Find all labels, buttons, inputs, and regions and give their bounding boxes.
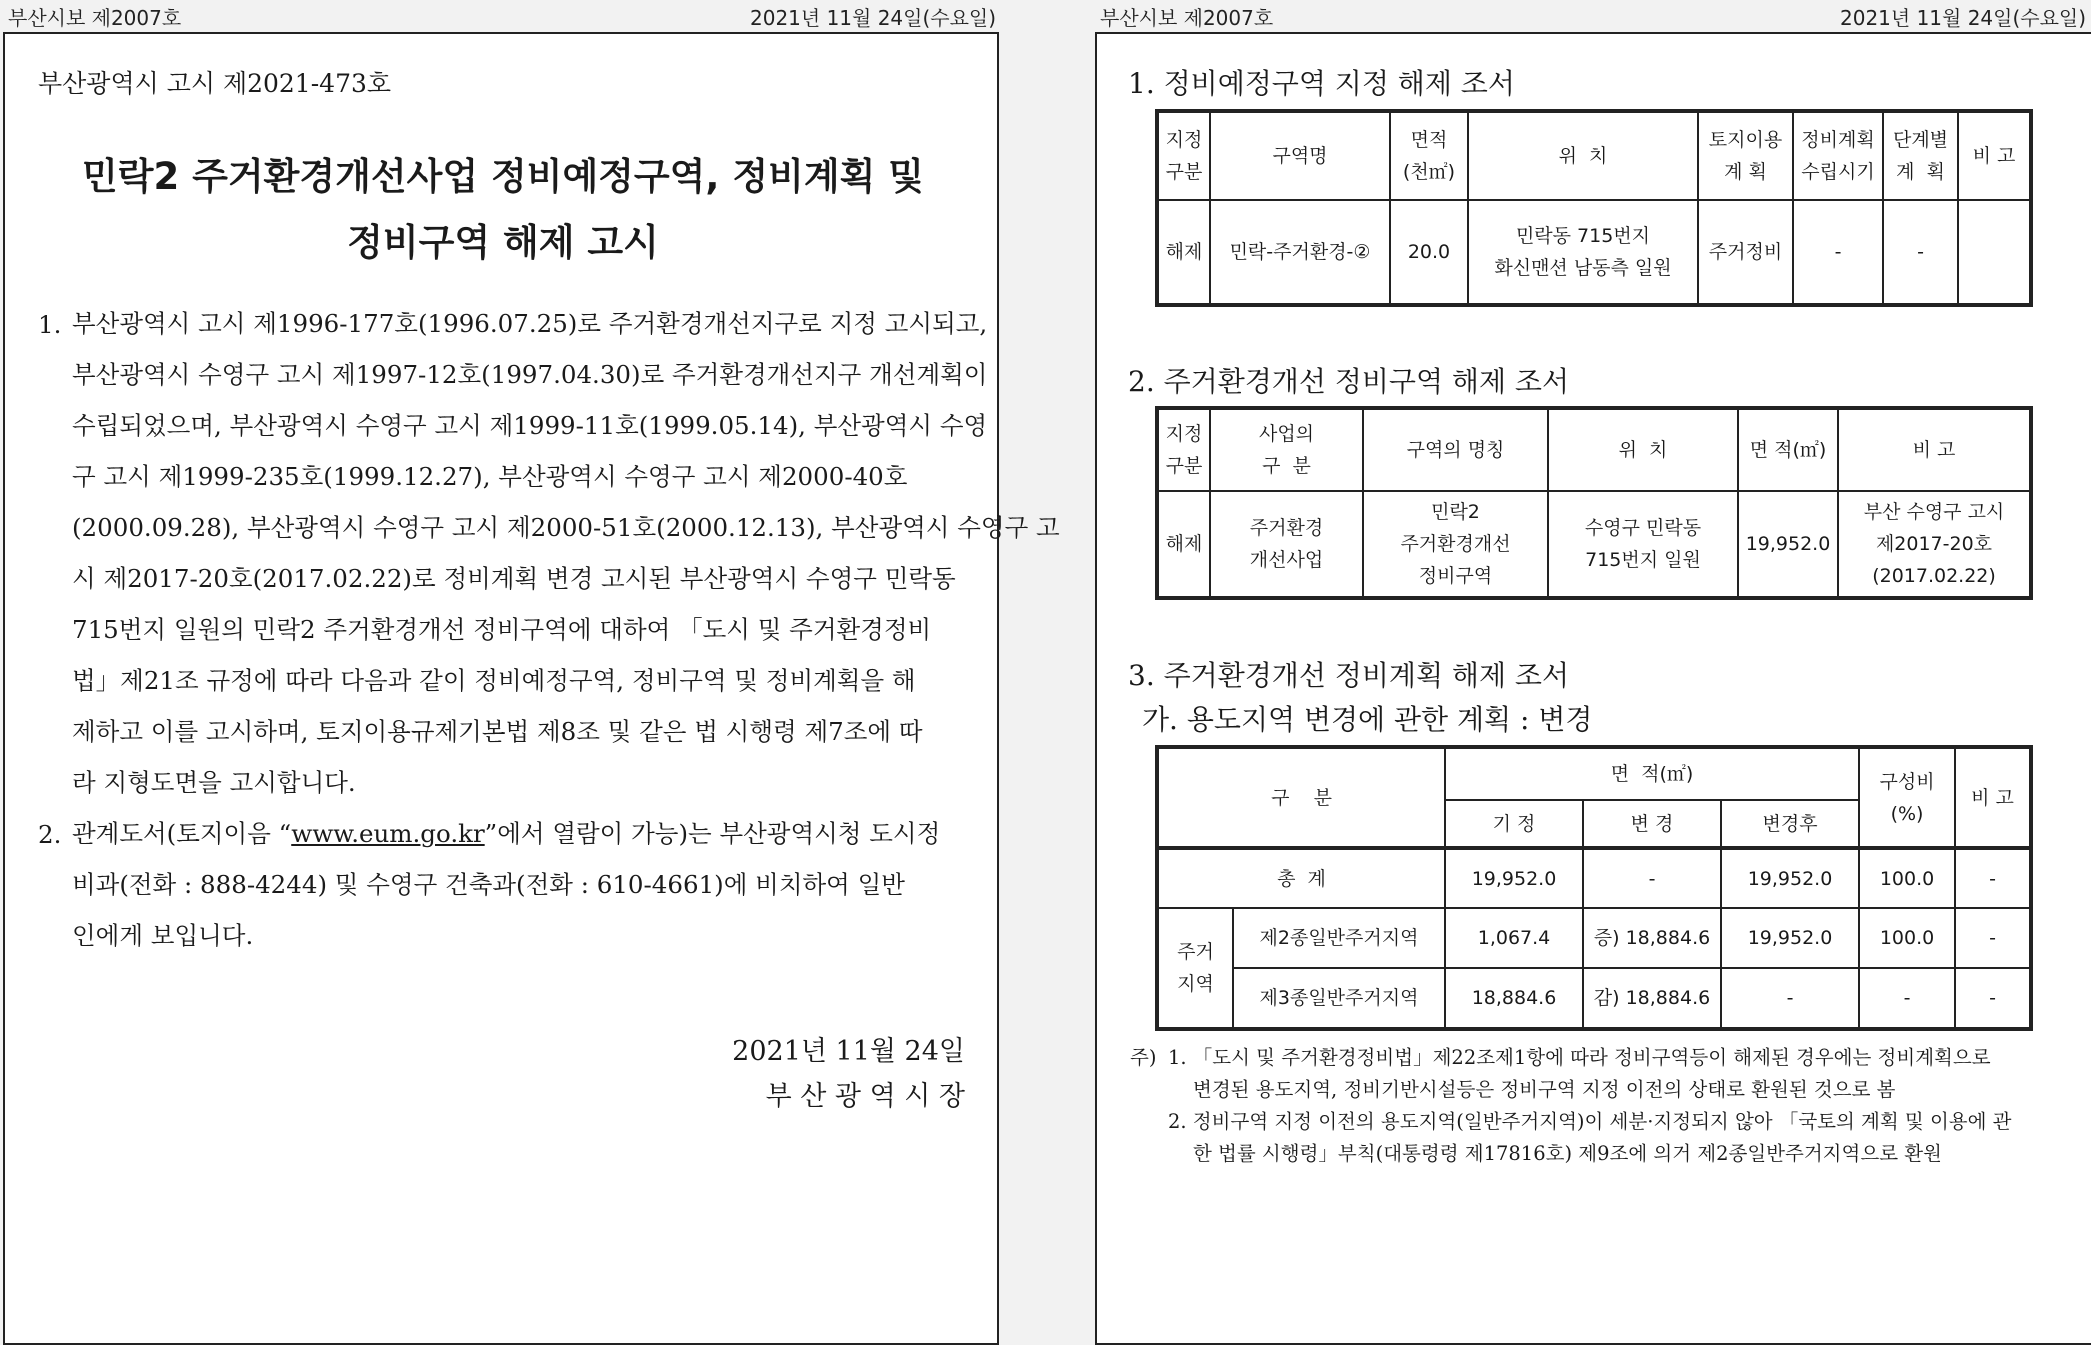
s3-r1-c5: - [1955,968,2030,1028]
left-date-header: 2021년 11월 24일(수요일) [750,6,997,30]
item1-line: 부산광역시 고시 제1996-177호(1996.07.25)로 주거환경개선지구로 지정 고시되고, [72,309,988,338]
table-row-total [1158,848,2030,908]
s1-c2: 20.0 [1390,200,1468,304]
s3-r1-c2: 감) 18,884.6 [1583,968,1721,1028]
item2-pre: 관계도서(토지이음 “ [72,819,292,848]
item1-line: 제하고 이를 고시하며, 토지이용규제기본법 제8조 및 같은 법 시행령 제7조에 따 [72,717,923,746]
s1-c7 [1958,200,2030,304]
s1-h5: 정비계획 수립시기 [1793,112,1883,200]
s2-c1: 주거환경 개선사업 [1210,491,1363,597]
s3-total-after: 19,952.0 [1721,848,1859,908]
s1-c1: 민락-주거환경-② [1210,200,1390,304]
item1-line: 법」제21조 규정에 따라 다음과 같이 정비예정구역, 정비구역 및 정비계획을 해 [72,666,916,695]
s1-h6: 단계별 계 획 [1883,112,1958,200]
s2-h2: 구역의 명칭 [1363,409,1548,491]
section3-header-row1 [1158,748,2030,800]
s3-r0-c3: 19,952.0 [1721,908,1859,968]
section3-title: 3. 주거환경개선 정비계획 해제 조서 [1128,659,1569,692]
notice-title-line1: 민락2 주거환경개선사업 정비예정구역, 정비계획 및 [82,155,924,198]
section1-title: 1. 정비예정구역 지정 해제 조서 [1128,67,1515,100]
section1-header-row [1158,112,2030,200]
notice-date: 2021년 11월 24일 [732,1036,965,1067]
notes-prefix: 주) [1130,1046,1157,1069]
left-issue-header: 부산시보 제2007호 [8,6,182,30]
s2-c0: 해제 [1158,491,1210,597]
item1-line: (2000.09.28), 부산광역시 수영구 고시 제2000-51호(2000.12.13), 부산광역시 수영구 고 [72,513,1060,542]
item1-number: 1. [38,310,62,339]
s3-group-label: 주거 지역 [1158,908,1233,1028]
item2-number: 2. [38,820,62,849]
s1-c0: 해제 [1158,200,1210,304]
s1-c4: 주거정비 [1698,200,1793,304]
s1-h4: 토지이용 계 획 [1698,112,1793,200]
s1-h0: 지정 구분 [1158,112,1210,200]
s2-c5: 부산 수영구 고시 제2017-20호 (2017.02.22) [1838,491,2030,597]
s3-h-gubun: 구 분 [1158,748,1445,848]
s1-c3: 민락동 715번지 화신맨션 남동측 일원 [1468,200,1698,304]
s3-r0-c1: 1,067.4 [1445,908,1583,968]
s3-h-area: 면 적(㎡) [1445,748,1859,800]
s3-h-after: 변경후 [1721,800,1859,848]
s2-h5: 비 고 [1838,409,2030,491]
s3-total-before: 19,952.0 [1445,848,1583,908]
s3-r1-c1: 18,884.6 [1445,968,1583,1028]
section2-table [1157,408,2031,598]
schedule-page [1095,32,2091,1345]
section1-table [1157,111,2031,305]
eum-link[interactable]: www.eum.go.kr [291,819,485,848]
item1-line: 시 제2017-20호(2017.02.22)로 정비계획 변경 고시된 부산광역시 수영구 민락동 [72,564,956,593]
item2-first-line [72,808,940,859]
s3-total-ratio: 100.0 [1859,848,1955,908]
item2-line: 인에게 보입니다. [72,921,254,950]
table-row [1158,491,2030,597]
notice-page [3,32,1060,1345]
s1-h2: 면적 (천㎡) [1390,112,1468,200]
section2-header-row [1158,409,2030,491]
s1-c5: - [1793,200,1883,304]
item1-line: 구 고시 제1999-235호(1999.12.27), 부산광역시 수영구 고시 제2000-40호 [72,462,908,491]
s3-r0-c2: 증) 18,884.6 [1583,908,1721,968]
s3-r0-c0: 제2종일반주거지역 [1233,908,1445,968]
s1-h1: 구역명 [1210,112,1390,200]
s2-c4: 19,952.0 [1738,491,1838,597]
s3-r0-c5: - [1955,908,2030,968]
note-line: 한 법률 시행령」부칙(대통령령 제17816호) 제9조에 의거 제2종일반주거지역으로 환원 [1193,1142,1942,1165]
note-line: 1. 「도시 및 주거환경정비법」제22조제1항에 따라 정비구역등이 해제된 경우에는 정비계획으로 [1168,1046,1991,1069]
s2-h0: 지정 구분 [1158,409,1210,491]
s2-h4: 면 적(㎡) [1738,409,1838,491]
notice-item2 [38,808,968,968]
s3-h-before: 기 정 [1445,800,1583,848]
note-line: 2. 정비구역 지정 이전의 용도지역(일반주거지역)이 세분·지정되지 않아 「국토의 계획 및 이용에 관 [1168,1110,2012,1133]
notice-signer: 부 산 광 역 시 장 [765,1081,965,1112]
notice-number: 부산광역시 고시 제2021-473호 [38,69,392,98]
s3-r0-c4: 100.0 [1859,908,1955,968]
item1-line: 수립되었으며, 부산광역시 수영구 고시 제1999-11호(1999.05.14), 부산광역시 수영 [72,411,988,440]
table-row [1158,200,2030,304]
item1-line: 715번지 일원의 민락2 주거환경개선 정비구역에 대하여 「도시 및 주거환경정비 [72,615,932,644]
s3-total-note: - [1955,848,2030,908]
s3-h-change: 변 경 [1583,800,1721,848]
s3-h-note: 비 고 [1955,748,2030,848]
s3-total-label: 총 계 [1158,848,1445,908]
s3-total-change: - [1583,848,1721,908]
item1-line: 부산광역시 수영구 고시 제1997-12호(1997.04.30)로 주거환경개선지구 개선계획이 [72,360,988,389]
s3-r1-c0: 제3종일반주거지역 [1233,968,1445,1028]
right-issue-header: 부산시보 제2007호 [1100,6,1274,30]
s2-c2: 민락2 주거환경개선 정비구역 [1363,491,1548,597]
section3-subtitle: 가. 용도지역 변경에 관한 계획 : 변경 [1142,703,1593,736]
s3-h-ratio: 구성비 (%) [1859,748,1955,848]
s1-h7: 비 고 [1958,112,2030,200]
s2-h1: 사업의 구 분 [1210,409,1363,491]
note-line: 변경된 용도지역, 정비기반시설등은 정비구역 지정 이전의 상태로 환원된 것으로 봄 [1193,1078,1896,1101]
item1-line: 라 지형도면을 고시합니다. [72,768,356,797]
s1-h3: 위 치 [1468,112,1698,200]
table-row [1158,968,2030,1028]
notice-item1 [38,298,1060,858]
table-row [1158,908,2030,968]
notice-title-line2: 정비구역 해제 고시 [347,221,659,264]
s1-c6: - [1883,200,1958,304]
item2-post: ”에서 열람이 가능)는 부산광역시청 도시정 [484,819,941,848]
s3-r1-c4: - [1859,968,1955,1028]
item2-line: 비과(전화 : 888-4244) 및 수영구 건축과(전화 : 610-4661)에 비치하여 일반 [72,870,905,899]
s2-c3: 수영구 민락동 715번지 일원 [1548,491,1738,597]
s2-h3: 위 치 [1548,409,1738,491]
s3-r1-c3: - [1721,968,1859,1028]
section2-title: 2. 주거환경개선 정비구역 해제 조서 [1128,365,1569,398]
right-date-header: 2021년 11월 24일(수요일) [1840,6,2087,30]
section3-table [1157,747,2031,1029]
